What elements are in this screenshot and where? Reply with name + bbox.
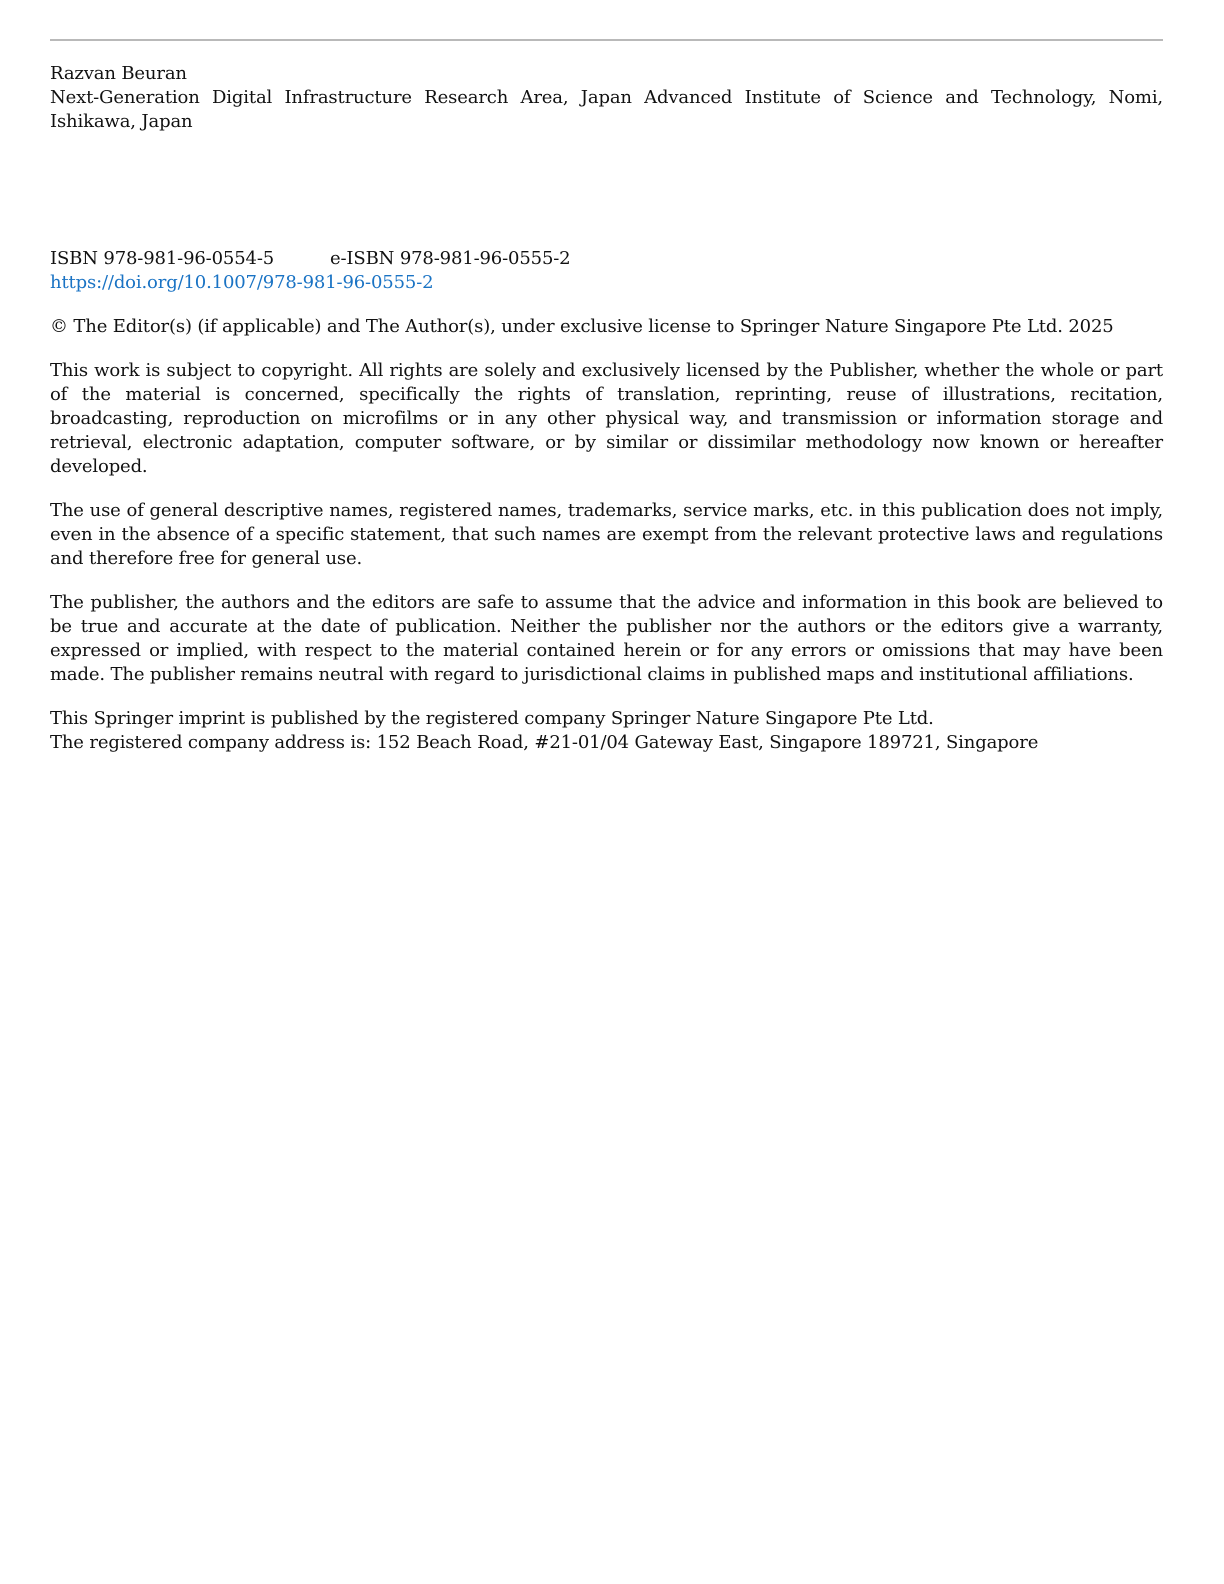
author-affiliation: Next-Generation Digital Infrastructure Research Area, Japan Advanced Institute of Science and Technology, Nomi, Ishikawa, Japan [50, 87, 1163, 132]
author-name: Razvan Beuran [50, 63, 187, 84]
doi-line [50, 271, 1163, 295]
rights-paragraph: This work is subject to copyright. All rights are solely and exclusively licensed by the Publisher, whether the whole or part of the material is concerned, specifically the rights of translation, reprinting, reuse of illustrations, recitation, broadcasting, reproduction on microfilms or in any other physical way, and transmission or information storage and retrieval, electronic adaptation, computer software, or by similar or dissimilar methodology now known or hereafter developed. [50, 360, 1163, 477]
doi-link[interactable]: https://doi.org/10.1007/978-981-96-0555-2 [50, 272, 434, 293]
top-divider [50, 39, 1163, 41]
disclaimer-paragraph: The publisher, the authors and the editors are safe to assume that the advice and information in this book are believed to be true and accurate at the date of publication. Neither the publisher nor the authors or the editors give a warranty, expressed or implied, with respect to the material contained herein or for any errors or omissions that may have been made. The publisher remains neutral with regard to jurisdictional claims in published maps and institutional affiliations. [50, 592, 1163, 685]
isbn-row [50, 247, 1163, 271]
copyright-notice: © The Editor(s) (if applicable) and The Author(s), under exclusive license to Springer Nature Singapore Pte Ltd. 2025 [50, 316, 1114, 337]
electronic-isbn: e-ISBN 978-981-96-0555-2 [330, 248, 571, 269]
imprint-publisher-line: This Springer imprint is published by the registered company Springer Nature Singapore Pte Ltd. [50, 708, 934, 729]
imprint-block [50, 707, 1163, 755]
trademark-paragraph: The use of general descriptive names, registered names, trademarks, service marks, etc. in this publication does not imply, even in the absence of a specific statement, that such names are exempt from the relevant protective laws and regulations and therefore free for general use. [50, 500, 1163, 569]
imprint-address-line: The registered company address is: 152 Beach Road, #21-01/04 Gateway East, Singapore 189721, Singapore [50, 732, 1039, 753]
author-block [50, 62, 1163, 134]
identifiers-block [50, 247, 1163, 295]
copyright-page [50, 62, 1163, 755]
print-isbn: ISBN 978-981-96-0554-5 [50, 248, 275, 269]
